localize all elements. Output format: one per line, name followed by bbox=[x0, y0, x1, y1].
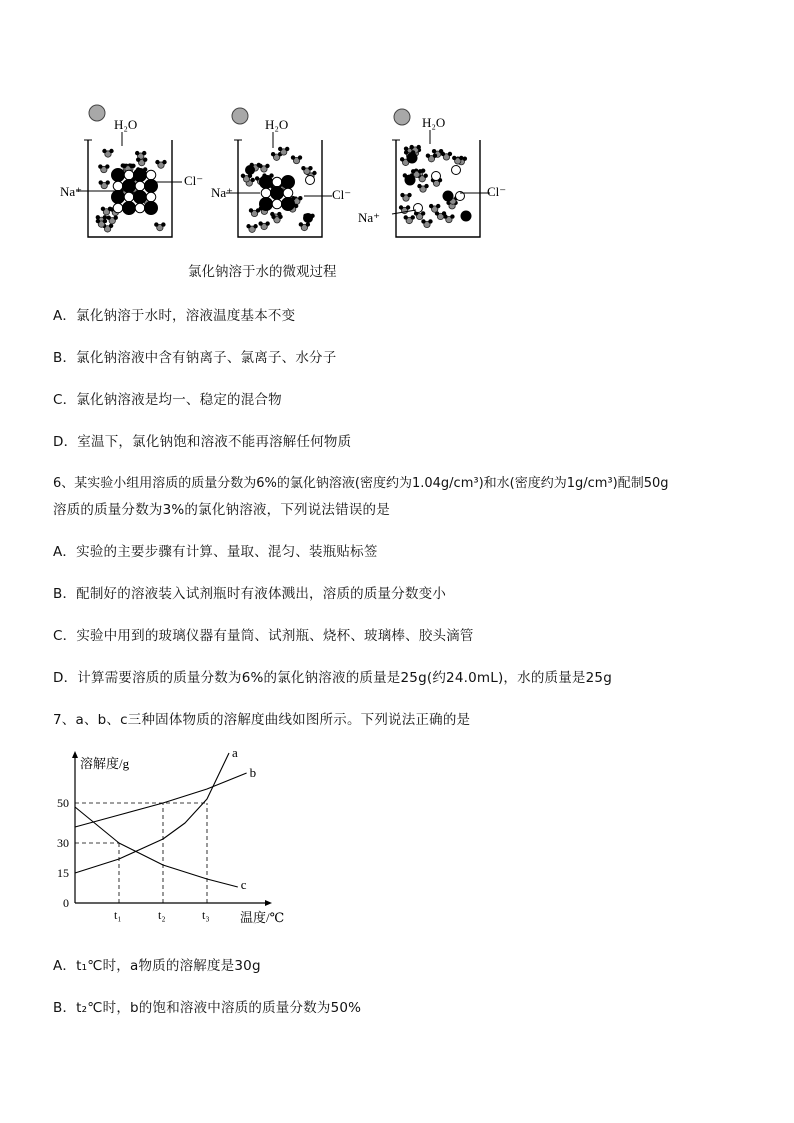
hydrogen-atom bbox=[436, 204, 440, 208]
hydrogen-atom bbox=[162, 160, 166, 164]
hydrogen-atom bbox=[428, 219, 432, 223]
sodium-ion bbox=[272, 177, 282, 187]
hydrogen-atom bbox=[122, 164, 126, 168]
chloride-ion bbox=[112, 191, 125, 204]
origin-label: 0 bbox=[63, 896, 69, 910]
chloride-ion bbox=[271, 187, 284, 200]
hydrogen-atom bbox=[411, 215, 415, 219]
y-tick-label: 15 bbox=[57, 866, 69, 880]
hydrogen-atom bbox=[142, 151, 146, 155]
q6-option-c: C．实验中用到的玻璃仪器有量筒、试剂瓶、烧杯、玻璃棒、胶头滴管 bbox=[53, 628, 474, 644]
hydrogen-atom bbox=[433, 154, 437, 158]
chloride-label-1: Cl⁻ bbox=[184, 173, 204, 188]
hydrogen-atom bbox=[285, 147, 289, 151]
series-label-b: b bbox=[249, 765, 257, 780]
hydrogen-atom bbox=[308, 166, 312, 170]
water-molecule bbox=[101, 207, 112, 215]
water-molecule bbox=[107, 216, 118, 224]
chloride-ion bbox=[282, 176, 295, 189]
hydrogen-atom bbox=[452, 156, 456, 160]
q7-option-a: A．t₁℃时，a物质的溶解度是30g bbox=[53, 958, 261, 974]
hydrogen-atom bbox=[154, 222, 158, 226]
sodium-ion bbox=[113, 181, 123, 191]
hydrated-chloride-ion bbox=[303, 213, 313, 223]
hydrogen-atom bbox=[409, 145, 413, 149]
y-tick-label: 50 bbox=[57, 796, 69, 810]
hydrogen-atom bbox=[426, 154, 430, 158]
water-molecule bbox=[429, 204, 440, 212]
q6-option-d: D．计算需要溶质的质量分数为6%的氯化钠溶液的质量是25g(约24.0mL)，水的质量是25g bbox=[53, 670, 612, 686]
hydrogen-atom bbox=[418, 169, 422, 173]
hydrogen-atom bbox=[421, 219, 425, 223]
chloride-ion bbox=[145, 202, 158, 215]
water-molecule bbox=[441, 152, 452, 160]
hydrogen-atom bbox=[442, 211, 446, 215]
hydrogen-atom bbox=[103, 219, 107, 223]
hydrogen-atom bbox=[256, 208, 260, 212]
stirring-ball-icon bbox=[394, 109, 410, 125]
chloride-ion bbox=[123, 202, 136, 215]
hydrogen-atom bbox=[135, 151, 139, 155]
curve-b bbox=[75, 773, 247, 827]
sodium-label-1: Na⁺ bbox=[60, 184, 83, 199]
sodium-ion bbox=[135, 203, 145, 213]
chloride-ion bbox=[134, 191, 147, 204]
q5-option-d: D．室温下，氯化钠饱和溶液不能再溶解任何物质 bbox=[53, 434, 352, 450]
hydrated-sodium-ion bbox=[452, 166, 461, 175]
hydrogen-atom bbox=[101, 207, 105, 211]
sodium-ion bbox=[283, 188, 293, 198]
sodium-ion bbox=[146, 192, 156, 202]
hydrogen-atom bbox=[161, 222, 165, 226]
q7-option-b: B．t₂℃时，b的饱和溶液中溶质的质量分数为50% bbox=[53, 1000, 362, 1016]
hydrogen-atom bbox=[429, 204, 433, 208]
hydrogen-atom bbox=[249, 208, 253, 212]
water-molecule bbox=[246, 224, 257, 232]
hydrogen-atom bbox=[109, 224, 113, 228]
stirring-ball-icon bbox=[89, 105, 105, 121]
hydrogen-atom bbox=[404, 150, 408, 154]
water-molecule bbox=[443, 214, 454, 222]
hydrogen-atom bbox=[129, 164, 133, 168]
hydrogen-atom bbox=[407, 193, 411, 197]
q7-stem: 7、a、b、c三种固体物质的溶解度曲线如图所示。下列说法正确的是 bbox=[53, 712, 471, 728]
hydrogen-atom bbox=[107, 216, 111, 220]
sodium-ion bbox=[261, 188, 271, 198]
chloride-ion bbox=[260, 176, 273, 189]
water-label-3: H₂O bbox=[422, 115, 446, 130]
sodium-ion bbox=[124, 192, 134, 202]
sodium-label-2: Na⁺ bbox=[211, 185, 234, 200]
q6-stem-line2: 溶质的质量分数为3%的氯化钠溶液，下列说法错误的是 bbox=[53, 502, 390, 518]
chloride-ion bbox=[112, 169, 125, 182]
hydrogen-atom bbox=[105, 164, 109, 168]
x-tick-label: t₂ bbox=[158, 908, 166, 922]
hydrogen-atom bbox=[106, 180, 110, 184]
hydrogen-atom bbox=[400, 157, 404, 161]
hydrogen-atom bbox=[416, 145, 420, 149]
hydrogen-atom bbox=[251, 178, 255, 182]
hydrogen-atom bbox=[258, 221, 262, 225]
hydrogen-atom bbox=[448, 152, 452, 156]
hydrated-chloride-ion bbox=[245, 165, 255, 175]
hydrogen-atom bbox=[399, 205, 403, 209]
sodium-label-3: Na⁺ bbox=[358, 210, 381, 225]
y-tick-label: 30 bbox=[57, 836, 69, 850]
series-label-c: c bbox=[240, 877, 247, 892]
chloride-ion bbox=[145, 180, 158, 193]
hydrogen-atom bbox=[441, 152, 445, 156]
curve-c bbox=[75, 807, 238, 887]
hydrogen-atom bbox=[424, 174, 428, 178]
q6-stem-line1: 6、某实验小组用溶质的质量分数为6%的氯化钠溶液(密度约为1.04g/cm³)和水(密度约为1g/cm³)配制50g bbox=[53, 476, 669, 491]
chloride-ion bbox=[260, 198, 273, 211]
hydrogen-atom bbox=[404, 215, 408, 219]
hydrogen-atom bbox=[459, 156, 463, 160]
hydrogen-atom bbox=[109, 149, 113, 153]
hydrogen-atom bbox=[99, 180, 103, 184]
hydrogen-atom bbox=[265, 221, 269, 225]
hydrogen-atom bbox=[291, 155, 295, 159]
water-molecule bbox=[258, 164, 269, 172]
hydrogen-atom bbox=[271, 215, 275, 219]
q5-option-a: A．氯化钠溶于水时，溶液温度基本不变 bbox=[53, 308, 296, 324]
hydrogen-atom bbox=[143, 157, 147, 161]
water-label-2: H₂O bbox=[265, 117, 289, 132]
hydrogen-atom bbox=[278, 215, 282, 219]
hydrogen-atom bbox=[96, 219, 100, 223]
chloride-ion bbox=[282, 198, 295, 211]
x-tick-label: t₃ bbox=[202, 908, 210, 922]
hydrogen-atom bbox=[298, 196, 302, 200]
water-molecule bbox=[404, 215, 415, 223]
nacl-dissolution-figure bbox=[50, 100, 520, 250]
hydrogen-atom bbox=[406, 205, 410, 209]
hydrogen-atom bbox=[411, 169, 415, 173]
water-molecule bbox=[291, 155, 302, 163]
q5-option-c: C．氯化钠溶液是均一、稳定的混合物 bbox=[53, 392, 282, 408]
chart-layer bbox=[57, 748, 284, 925]
series-label-a: a bbox=[232, 748, 238, 760]
water-molecule bbox=[249, 208, 260, 216]
hydrated-sodium-ion bbox=[306, 176, 315, 185]
water-molecule bbox=[102, 149, 113, 157]
hydrogen-atom bbox=[246, 224, 250, 228]
hydrogen-atom bbox=[114, 216, 118, 220]
hydrogen-atom bbox=[417, 184, 421, 188]
water-molecule bbox=[99, 180, 110, 188]
chloride-ion bbox=[123, 180, 136, 193]
chloride-label-3: Cl⁻ bbox=[487, 184, 507, 199]
water-molecule bbox=[98, 164, 109, 172]
water-molecule bbox=[258, 221, 269, 229]
hydrogen-atom bbox=[400, 193, 404, 197]
hydrated-sodium-ion bbox=[432, 172, 441, 181]
q6-option-b: B．配制好的溶液装入试剂瓶时有液体溅出，溶质的质量分数变小 bbox=[53, 586, 447, 602]
hydrogen-atom bbox=[265, 164, 269, 168]
hydrogen-atom bbox=[301, 166, 305, 170]
hydrogen-atom bbox=[103, 215, 107, 219]
water-molecule bbox=[299, 222, 310, 230]
water-molecule bbox=[155, 160, 166, 168]
water-molecule bbox=[400, 193, 411, 201]
water-molecule bbox=[426, 154, 437, 162]
sodium-ion bbox=[272, 199, 282, 209]
hydrogen-atom bbox=[404, 146, 408, 150]
hydrated-chloride-ion bbox=[461, 211, 472, 222]
curve-a bbox=[75, 753, 229, 873]
hydrogen-atom bbox=[271, 152, 275, 156]
water-molecule bbox=[154, 222, 165, 230]
sodium-ion bbox=[135, 181, 145, 191]
hydrogen-atom bbox=[450, 214, 454, 218]
water-molecule bbox=[417, 184, 428, 192]
water-label-1: H₂O bbox=[114, 117, 138, 132]
hydrogen-atom bbox=[432, 149, 436, 153]
hydrogen-atom bbox=[255, 176, 259, 180]
hydrogen-atom bbox=[299, 222, 303, 226]
x-axis-label: 温度/℃ bbox=[240, 910, 285, 925]
q5-option-b: B．氯化钠溶液中含有钠离子、氯离子、水分子 bbox=[53, 350, 337, 366]
hydrogen-atom bbox=[136, 157, 140, 161]
sodium-ion bbox=[113, 203, 123, 213]
chloride-label-2: Cl⁻ bbox=[332, 187, 352, 202]
hydrogen-atom bbox=[312, 171, 316, 175]
hydrogen-atom bbox=[424, 184, 428, 188]
hydrogen-atom bbox=[102, 149, 106, 153]
q6-option-a: A．实验的主要步骤有计算、量取、混匀、装瓶贴标签 bbox=[53, 544, 378, 560]
hydrated-sodium-ion bbox=[414, 204, 423, 213]
chloride-ion bbox=[134, 169, 147, 182]
sodium-ion bbox=[124, 170, 134, 180]
hydrogen-atom bbox=[96, 215, 100, 219]
hydrogen-atom bbox=[98, 164, 102, 168]
hydrated-chloride-ion bbox=[405, 175, 416, 186]
hydrogen-atom bbox=[108, 207, 112, 211]
sodium-ion bbox=[146, 170, 156, 180]
hydrogen-atom bbox=[298, 155, 302, 159]
hydrogen-atom bbox=[278, 147, 282, 151]
hydrated-chloride-ion bbox=[443, 191, 454, 202]
hydrogen-atom bbox=[421, 211, 425, 215]
stirring-ball-icon bbox=[232, 108, 248, 124]
hydrogen-atom bbox=[258, 164, 262, 168]
water-molecule bbox=[421, 219, 432, 227]
y-axis-arrow bbox=[72, 751, 78, 758]
hydrogen-atom bbox=[155, 160, 159, 164]
x-tick-label: t₁ bbox=[114, 908, 122, 922]
x-axis-arrow bbox=[265, 900, 272, 906]
hydrated-chloride-ion bbox=[407, 153, 418, 164]
solubility-chart bbox=[50, 748, 310, 928]
hydrogen-atom bbox=[253, 224, 257, 228]
y-axis-label: 溶解度/g bbox=[80, 756, 130, 771]
hydrogen-atom bbox=[241, 174, 245, 178]
figure-caption: 氯化钠溶于水的微观过程 bbox=[188, 264, 337, 280]
